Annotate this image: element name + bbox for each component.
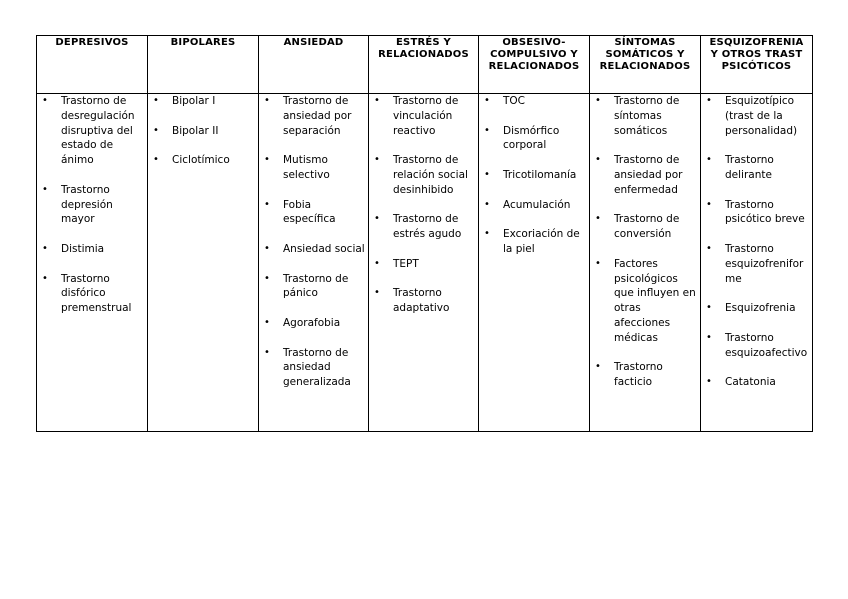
column-cell-depresivos bbox=[37, 94, 148, 432]
column-header-esquizofrenia: ESQUIZOFRENIA Y OTROS TRAST PSICÓTICOS bbox=[701, 36, 813, 94]
list-item bbox=[261, 153, 368, 183]
list-item-text: Agorafobia bbox=[283, 316, 341, 329]
bullet-icon: • bbox=[264, 346, 270, 358]
content-row bbox=[37, 94, 813, 432]
bullet-icon: • bbox=[264, 198, 270, 210]
bullet-list bbox=[259, 94, 368, 390]
list-item-text: Trastorno facticio bbox=[614, 361, 663, 389]
list-item-text: Trastorno de ansiedad por enfermedad bbox=[614, 154, 683, 196]
list-item-text: Mutismo selectivo bbox=[283, 154, 330, 181]
list-item bbox=[481, 227, 589, 257]
column-header-somaticos: SÍNTOMAS SOMÁTICOS Y RELACIONADOS bbox=[590, 36, 701, 94]
list-item-text: Esquizofrenia bbox=[725, 302, 796, 315]
list-item-text: Trastorno esquizofreniforme bbox=[725, 242, 804, 285]
list-item-text: Trastorno de ansiedad por separación bbox=[283, 95, 352, 137]
bullet-icon: • bbox=[264, 316, 270, 328]
list-item bbox=[592, 257, 700, 346]
list-item bbox=[371, 153, 478, 197]
bullet-icon: • bbox=[484, 124, 490, 136]
list-item bbox=[39, 183, 147, 227]
list-item bbox=[150, 94, 258, 109]
column-header-estres: ESTRÉS Y RELACIONADOS bbox=[369, 36, 479, 94]
bullet-icon: • bbox=[484, 95, 490, 106]
bullet-icon: • bbox=[706, 198, 712, 210]
list-item-text: Trastorno esquizoafectivo bbox=[725, 331, 808, 359]
list-item bbox=[481, 168, 589, 183]
list-item bbox=[703, 153, 812, 183]
list-item-text: Trastorno de pánico bbox=[283, 272, 349, 300]
bullet-icon: • bbox=[153, 154, 159, 166]
list-item bbox=[481, 198, 589, 213]
list-item bbox=[703, 301, 812, 316]
bullet-icon: • bbox=[264, 242, 270, 254]
list-item-text: Trastorno de desregulación disruptiva del estado de ánimo bbox=[61, 95, 135, 167]
list-item bbox=[150, 153, 258, 168]
bullet-icon: • bbox=[264, 95, 270, 106]
bullet-icon: • bbox=[595, 95, 601, 106]
bullet-list bbox=[369, 94, 478, 316]
list-item-text: Trastorno de síntomas somáticos bbox=[614, 95, 680, 137]
bullet-icon: • bbox=[374, 257, 380, 269]
bullet-icon: • bbox=[706, 302, 712, 314]
bullet-icon: • bbox=[706, 95, 712, 106]
list-item bbox=[703, 94, 812, 138]
list-item-text: Trastorno de vinculación reactivo bbox=[393, 95, 459, 137]
bullet-icon: • bbox=[153, 95, 159, 106]
bullet-icon: • bbox=[484, 228, 490, 240]
list-item-text: TOC bbox=[503, 95, 526, 107]
bullet-icon: • bbox=[42, 272, 48, 284]
bullet-icon: • bbox=[374, 154, 380, 166]
list-item bbox=[261, 316, 368, 331]
column-cell-bipolares bbox=[148, 94, 259, 432]
list-item bbox=[371, 212, 478, 242]
list-item-text: Ansiedad social bbox=[283, 242, 365, 255]
bullet-icon: • bbox=[484, 198, 490, 210]
list-item bbox=[261, 346, 368, 390]
list-item bbox=[261, 272, 368, 302]
bullet-icon: • bbox=[374, 95, 380, 106]
list-item bbox=[481, 124, 589, 154]
bullet-icon: • bbox=[706, 331, 712, 343]
list-item bbox=[39, 242, 147, 257]
list-item-text: TEPT bbox=[393, 257, 419, 270]
list-item bbox=[371, 257, 478, 272]
list-item bbox=[261, 242, 368, 257]
bullet-icon: • bbox=[595, 154, 601, 166]
list-item-text: Trastorno de relación social desinhibido bbox=[393, 154, 468, 196]
bullet-icon: • bbox=[484, 168, 490, 180]
bullet-list bbox=[701, 94, 812, 390]
bullet-icon: • bbox=[264, 154, 270, 166]
list-item bbox=[703, 242, 812, 286]
list-item bbox=[261, 94, 368, 138]
bullet-icon: • bbox=[595, 257, 601, 269]
list-item bbox=[592, 212, 700, 242]
bullet-icon: • bbox=[374, 213, 380, 225]
column-header-ansiedad: ANSIEDAD bbox=[259, 36, 369, 94]
list-item-text: Distimia bbox=[61, 242, 105, 255]
list-item bbox=[592, 94, 700, 138]
list-item-text: Trastorno psicótico breve bbox=[725, 198, 805, 226]
list-item-text: Factores psicológicos que influyen en otras afecciones médicas bbox=[614, 257, 696, 344]
list-item-text: Ciclotímico bbox=[172, 154, 230, 167]
classification-table bbox=[36, 35, 813, 432]
bullet-icon: • bbox=[595, 213, 601, 225]
list-item-text: Fobia específica bbox=[283, 198, 336, 226]
bullet-icon: • bbox=[153, 124, 159, 136]
list-item-text: Bipolar I bbox=[172, 95, 216, 107]
list-item-text: Bipolar II bbox=[172, 124, 219, 137]
column-cell-somaticos bbox=[590, 94, 701, 432]
list-item bbox=[592, 153, 700, 197]
list-item bbox=[371, 94, 478, 138]
list-item-text: Catatonia bbox=[725, 376, 776, 389]
list-item bbox=[592, 360, 700, 390]
list-item-text: Trastorno disfórico premenstrual bbox=[61, 272, 132, 315]
header-row bbox=[37, 36, 813, 94]
bullet-icon: • bbox=[706, 154, 712, 166]
bullet-icon: • bbox=[264, 272, 270, 284]
bullet-icon: • bbox=[42, 242, 48, 254]
list-item-text: Excoriación de la piel bbox=[503, 228, 580, 255]
column-cell-estres bbox=[369, 94, 479, 432]
list-item-text: Trastorno depresión mayor bbox=[61, 183, 113, 226]
bullet-list bbox=[479, 94, 589, 257]
list-item bbox=[481, 94, 589, 109]
column-header-bipolares: BIPOLARES bbox=[148, 36, 259, 94]
list-item-text: Acumulación bbox=[503, 198, 571, 211]
list-item-text: Trastorno de estrés agudo bbox=[393, 213, 462, 241]
bullet-icon: • bbox=[42, 95, 48, 106]
list-item bbox=[703, 375, 812, 390]
list-item bbox=[703, 198, 812, 228]
list-item bbox=[371, 286, 478, 316]
bullet-icon: • bbox=[706, 242, 712, 254]
bullet-icon: • bbox=[374, 287, 380, 299]
list-item-text: Dismórfico corporal bbox=[503, 124, 560, 152]
list-item bbox=[261, 198, 368, 228]
bullet-list bbox=[37, 94, 147, 316]
list-item bbox=[39, 94, 147, 168]
list-item-text: Esquizotípico (trast de la personalidad) bbox=[725, 95, 798, 137]
list-item bbox=[39, 272, 147, 316]
list-item-text: Trastorno de conversión bbox=[614, 213, 680, 241]
bullet-icon: • bbox=[595, 361, 601, 373]
list-item-text: Trastorno de ansiedad generalizada bbox=[283, 346, 351, 389]
column-cell-esquizofrenia bbox=[701, 94, 813, 432]
bullet-list bbox=[590, 94, 700, 390]
bullet-list bbox=[148, 94, 258, 168]
column-header-depresivos: DEPRESIVOS bbox=[37, 36, 148, 94]
column-cell-ansiedad bbox=[259, 94, 369, 432]
list-item bbox=[703, 331, 812, 361]
column-header-obsesivo: OBSESIVO-COMPULSIVO Y RELACIONADOS bbox=[479, 36, 590, 94]
bullet-icon: • bbox=[706, 376, 712, 388]
list-item-text: Trastorno delirante bbox=[725, 154, 774, 181]
column-cell-obsesivo bbox=[479, 94, 590, 432]
list-item-text: Tricotilomanía bbox=[503, 168, 577, 181]
list-item-text: Trastorno adaptativo bbox=[393, 287, 450, 315]
list-item bbox=[150, 124, 258, 139]
bullet-icon: • bbox=[42, 183, 48, 195]
